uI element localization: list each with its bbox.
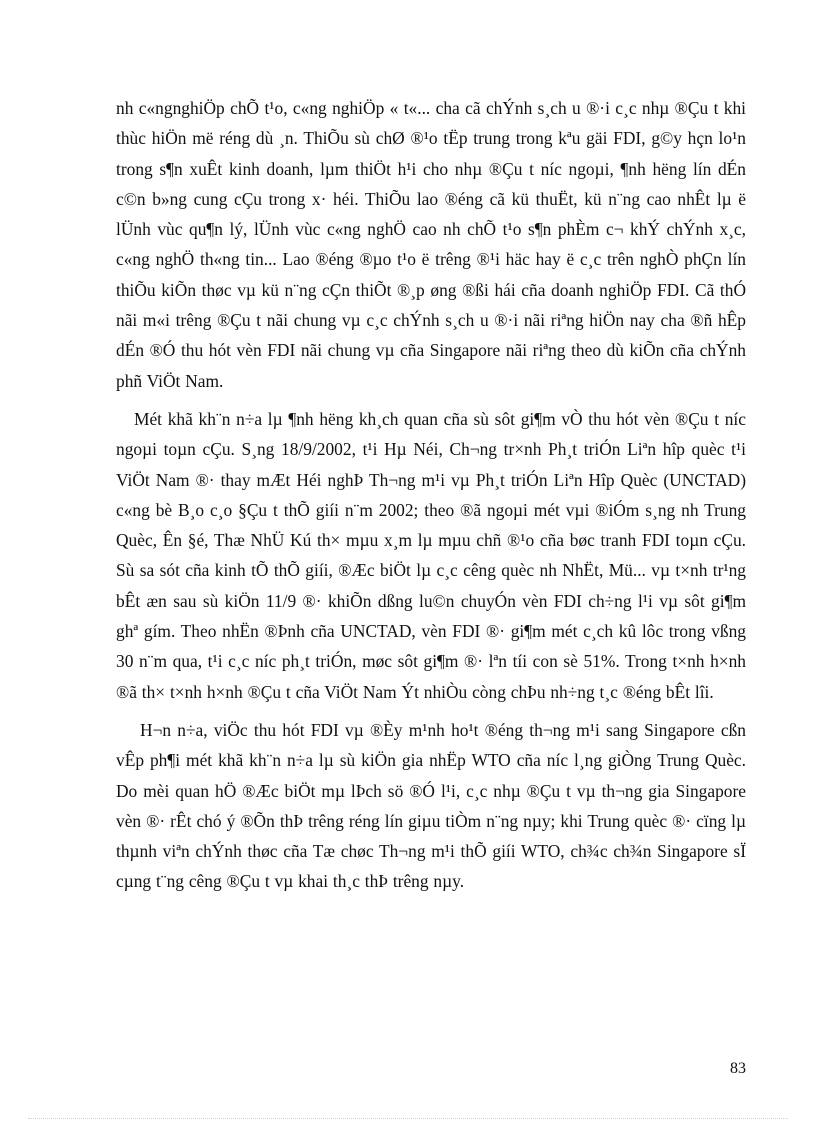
paragraph-1: nh c«ngnghiÖp chÕ t¹o, c«ng nghiÖp « t«... cha cã chÝnh s¸ch u ®·i c¸c nhµ ®Çu t khi thùc hiÖn më réng dù ¸n. ThiÕu sù chØ ®¹o tËp trung trong kªu gäi FDI, g©y hçn lo¹n trong s¶n xuÊt kinh doanh, lµm thiÖt h¹i cho nhµ ®Çu t níc ngoµi, ¶nh hëng lín dÉn c©n b»ng cung cÇu trong x· héi. ThiÕu lao ®éng cã kü thuËt, kü n¨ng cao nhÊt lµ ë lÜnh vùc qu¶n lý, lÜnh vùc c«ng nghÖ cao nh chÕ t¹o s¶n phÈm c¬ khÝ chÝnh x¸c, c«ng nghÖ th«ng tin... Lao ®éng ®µo t¹o ë trêng ®¹i häc hay ë c¸c trên nghÒ phÇn lín thiÕu kiÕn thøc vµ kü n¨ng cÇn thiÕt ®¸p øng ®ßi hái cña doanh nghiÖp FDI. Cã thÓ nãi m«i trêng ®Çu t nãi chung vµ c¸c chÝnh s¸ch u ®·i nãi riªng hiÖn nay cha ®ñ hÊp dÉn ®Ó thu hót vèn FDI nãi chung vµ cña Singapore nãi riªng theo dù kiÕn cña chÝnh phñ ViÖt Nam.: [116, 98, 746, 391]
paragraph-3: H¬n n÷a, viÖc thu hót FDI vµ ®Èy m¹nh ho¹t ®éng th¬ng m¹i sang Singapore cßn vÊp ph¶i mét khã kh¨n n÷a lµ sù kiÖn gia nhËp WTO cña níc l¸ng giÒng Trung Quèc. Do mèi quan hÖ ®Æc biÖt mµ lÞch sö ®Ó l¹i, c¸c nhµ ®Çu t vµ th¬ng gia Singapore vèn ®· rÊt chó ý ®Õn thÞ trêng réng lín giµu tiÒm n¨ng nµy; khi Trung quèc ®· cïng lµ thµnh viªn chÝnh thøc cña Tæ chøc Th¬ng m¹i thÕ giíi WTO, ch¾c ch¾n Singapore sÏ cµng t¨ng cêng ®Çu t vµ khai th¸c thÞ trêng nµy.: [116, 719, 746, 892]
footer-divider: [28, 1118, 788, 1119]
paragraph-2: Mét khã kh¨n n÷a lµ ¶nh hëng kh¸ch quan cña sù sôt gi¶m vÒ thu hót vèn ®Çu t níc ngoµi toµn cÇu. S¸ng 18/9/2002, t¹i Hµ Néi, Ch¬ng tr×nh Ph¸t triÓn Liªn hîp quèc t¹i ViÖt Nam ®· thay mÆt Héi nghÞ Th¬ng m¹i vµ Ph¸t triÓn Liªn Hîp Quèc (UNCTAD) c«ng bè B¸o c¸o §Çu t thÕ giíi n¨m 2002; theo ®ã ngoµi mét vµi ®iÓm s¸ng nh Trung Quèc, Ên §é, Thæ NhÜ Kú th× mµu x¸m lµ mµu chñ ®¹o cña bøc tranh FDI toµn cÇu. Sù sa sót cña kinh tÕ thÕ giíi, ®Æc biÖt lµ c¸c cêng quèc nh NhËt, Mü... vµ t×nh tr¹ng bÊt æn sau sù kiÖn 11/9 ®· khiÕn dßng lu©n chuyÓn vèn FDI ch÷ng l¹i vµ sôt gi¶m ghª gím. Theo nhËn ®Þnh cña UNCTAD, vèn FDI ®· gi¶m mét c¸ch kû lôc trong vßng 30 n¨m qua, t¹i c¸c níc ph¸t triÓn, møc sôt gi¶m ®· lªn tíi con sè 51%. Trong t×nh h×nh ®ã th× t×nh h×nh ®Çu t cña ViÖt Nam Ýt nhiÒu còng chÞu nh÷ng t¸c ®éng bÊt lîi.: [116, 408, 746, 702]
body-text: [116, 93, 746, 897]
page-number: 83: [730, 1060, 746, 1077]
